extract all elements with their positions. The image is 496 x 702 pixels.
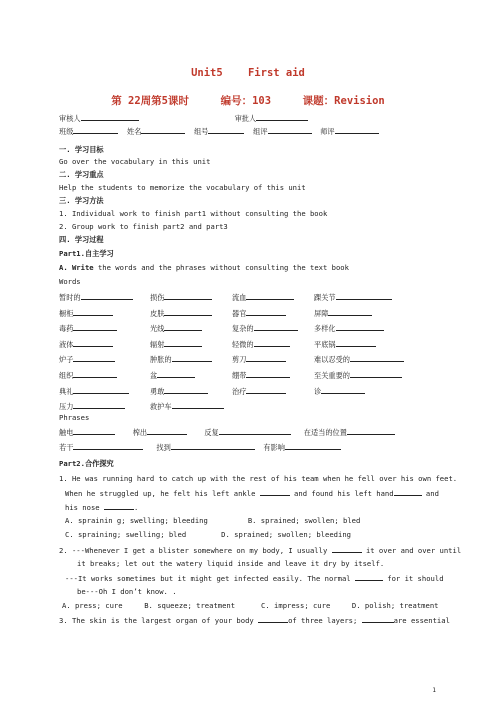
word-item xyxy=(314,308,372,319)
phrases-row-1 xyxy=(59,427,395,437)
word-label: 救护车 xyxy=(150,402,172,412)
answer-blank[interactable] xyxy=(350,354,404,362)
word-item xyxy=(59,308,113,319)
word-item xyxy=(59,339,113,350)
section-objectives-text: Go over the vocabulary in this unit xyxy=(59,157,211,166)
answer-blank[interactable] xyxy=(164,386,208,394)
method-item-1: 1. Individual work to finish part1 without consulting the book xyxy=(59,209,328,218)
name-label: 姓名 xyxy=(127,127,142,136)
phrase-label: 在适当的位置 xyxy=(303,428,347,437)
answer-blank[interactable] xyxy=(164,292,212,300)
phrase-label: 触电 xyxy=(59,428,74,437)
word-label: 勇敢 xyxy=(150,386,165,396)
approver-label: 审批人 xyxy=(234,114,257,123)
word-label: 剪刀 xyxy=(232,355,247,365)
answer-blank[interactable] xyxy=(73,308,113,316)
answer-blank[interactable] xyxy=(73,354,115,362)
q1-option-b: B. sprained; swollen; bled xyxy=(247,516,361,525)
q1-text: his nose xyxy=(65,503,104,512)
q2-line-1 xyxy=(59,545,461,555)
answer-blank[interactable] xyxy=(350,370,402,378)
word-item xyxy=(59,401,125,412)
word-label: 平底锅 xyxy=(314,339,336,349)
answer-blank[interactable] xyxy=(254,339,290,347)
part1-instruction xyxy=(59,263,349,272)
answer-blank[interactable] xyxy=(246,354,286,362)
word-label: 辐射 xyxy=(150,339,165,349)
word-item xyxy=(232,308,286,319)
word-label: 绷带 xyxy=(232,371,247,380)
phrase-label: 找到 xyxy=(156,443,171,452)
word-item xyxy=(150,354,212,365)
q2-text: ---It works sometimes but it might get infected easily. The normal xyxy=(65,574,355,583)
phrase-label: 有影响 xyxy=(263,443,285,452)
section-focus-text: Help the students to memorize the vocabulary of this unit xyxy=(59,183,306,192)
answer-blank[interactable] xyxy=(336,292,392,300)
word-label: 毒药 xyxy=(59,324,74,334)
answer-blank[interactable] xyxy=(81,292,133,300)
word-label: 皮肤 xyxy=(150,308,165,318)
group-no-label: 组号 xyxy=(194,127,209,136)
word-label: 炉子 xyxy=(59,355,74,365)
q2-line-4: be---Oh I don’t know. . xyxy=(77,587,177,596)
method-item-2: 2. Group work to finish part2 and part3 xyxy=(59,222,228,231)
word-label: 至关重要的 xyxy=(314,371,350,380)
answer-blank[interactable] xyxy=(328,308,372,316)
class-label: 班级 xyxy=(59,127,74,136)
phrase-label: 若干 xyxy=(59,443,74,452)
q2-text: 2. ---Whenever I get a blister somewhere on my body, I usually xyxy=(59,546,332,555)
phrases-label: Phrases xyxy=(59,413,90,422)
q1-line-2 xyxy=(65,488,439,498)
q3-text: are essential xyxy=(393,616,450,625)
word-item xyxy=(150,370,195,381)
part1-heading: Part1.自主学习 xyxy=(59,249,114,258)
answer-blank[interactable] xyxy=(246,292,294,300)
answer-blank[interactable] xyxy=(172,354,212,362)
q1-text: . xyxy=(133,503,139,512)
word-label: 组织 xyxy=(59,371,74,380)
word-label: 盆 xyxy=(150,371,158,380)
answer-blank[interactable] xyxy=(336,339,376,347)
q1-option-c: C. spraining; swelling; bled xyxy=(65,530,187,539)
answer-blank[interactable] xyxy=(73,339,113,347)
unit-title: Unit5 First aid xyxy=(191,67,305,79)
word-item xyxy=(150,323,202,334)
word-item xyxy=(314,292,392,303)
q1-options-row-1 xyxy=(65,516,360,525)
phrases-row-2 xyxy=(59,442,341,452)
word-item xyxy=(232,339,290,350)
word-label: 复杂的 xyxy=(232,324,254,334)
word-label: 多样化 xyxy=(314,324,336,334)
word-label: 典礼 xyxy=(59,386,74,396)
q2-options: A. press; cure B. squeeze; treatment C. impress; cure D. polish; treatment xyxy=(62,601,439,610)
answer-blank[interactable] xyxy=(321,386,365,394)
word-item xyxy=(150,308,212,319)
phrase-label: 榨出 xyxy=(132,428,148,437)
word-item xyxy=(314,370,402,381)
word-label: 肿胀的 xyxy=(150,355,172,365)
q2-line-2: it breaks; let out the watery liquid inside and leave it dry by itself. xyxy=(77,559,385,568)
word-label: 难以忍受的 xyxy=(314,355,350,365)
page-number: 1 xyxy=(432,687,436,694)
q1-line-3 xyxy=(65,502,138,512)
word-item xyxy=(314,339,376,350)
part1-a-label: A. Write xyxy=(59,263,94,272)
answer-blank[interactable] xyxy=(336,323,384,331)
q3-text: of three layers; xyxy=(288,616,362,625)
word-label: 损伤 xyxy=(150,293,165,302)
word-label: 液体 xyxy=(59,339,74,349)
word-item xyxy=(232,370,290,381)
reviewer-label: 审核人 xyxy=(59,114,81,123)
words-label: Words xyxy=(59,277,81,286)
section-focus-heading: 二. 学习重点 xyxy=(59,170,104,179)
word-item xyxy=(59,323,117,334)
word-label: 压力 xyxy=(59,402,74,412)
review-line xyxy=(59,113,308,123)
q1-options-row-2 xyxy=(65,530,351,539)
q1-option-d: D. sprained; swollen; bleeding xyxy=(221,530,351,539)
answer-blank[interactable] xyxy=(164,339,202,347)
answer-blank[interactable] xyxy=(73,386,129,394)
q2-text: for it should xyxy=(382,574,444,583)
q3-text: 3. The skin is the largest organ of your body xyxy=(59,616,259,625)
answer-blank[interactable] xyxy=(164,323,202,331)
answer-blank[interactable] xyxy=(157,370,195,378)
answer-blank[interactable] xyxy=(73,370,117,378)
answer-blank[interactable] xyxy=(254,323,298,331)
answer-blank[interactable] xyxy=(73,323,117,331)
phrase-label: 反复 xyxy=(204,428,219,437)
answer-blank[interactable] xyxy=(246,386,286,394)
word-item xyxy=(232,354,286,365)
q1-text: and found his left hand xyxy=(289,489,394,498)
word-label: 光线 xyxy=(150,324,165,334)
word-label: 治疗 xyxy=(232,386,247,396)
q3-line-1 xyxy=(59,615,450,625)
group-eval-label: 组评 xyxy=(253,127,268,136)
answer-blank[interactable] xyxy=(172,401,224,409)
section-method-heading: 三. 学习方法 xyxy=(59,196,104,205)
word-label: 诊 xyxy=(314,386,322,396)
q1-text: When he struggled up, he felt his left ankle xyxy=(65,489,260,498)
word-item xyxy=(59,292,133,303)
word-item xyxy=(150,401,224,412)
word-item xyxy=(314,323,384,334)
word-item xyxy=(314,386,365,397)
word-label: 踝关节 xyxy=(314,293,336,302)
word-item xyxy=(232,292,294,303)
lesson-subtitle: 第 22周第5课时 编号：103 课题：Revision xyxy=(111,95,385,107)
section-objectives-heading: 一. 学习目标 xyxy=(59,145,104,154)
teacher-eval-label: 师评 xyxy=(320,127,335,136)
section-process-heading: 四. 学习过程 xyxy=(59,235,104,244)
q2-line-3 xyxy=(65,573,444,583)
q1-line-1: 1. He was running hard to catch up with the rest of his team when he fell over his own feet. xyxy=(59,474,458,483)
word-label: 流血 xyxy=(232,293,247,302)
word-item xyxy=(150,292,212,303)
word-item xyxy=(232,386,286,397)
class-info-line xyxy=(59,126,379,136)
part1-a-text: the words and the phrases without consulting the text book xyxy=(93,263,349,272)
word-item xyxy=(150,386,208,397)
word-label: 橱柜 xyxy=(59,308,74,318)
answer-blank[interactable] xyxy=(73,401,125,409)
answer-blank[interactable] xyxy=(246,370,290,378)
answer-blank[interactable] xyxy=(246,308,286,316)
word-label: 暂时的 xyxy=(59,293,81,302)
q2-text: it over and over until xyxy=(361,546,462,555)
word-label: 屏障 xyxy=(314,308,329,318)
answer-blank[interactable] xyxy=(164,308,212,316)
word-item xyxy=(59,354,115,365)
q1-option-a: A. sprainin g; swelling; bleeding xyxy=(65,516,208,525)
part2-heading: Part2.合作探究 xyxy=(59,459,114,468)
word-item xyxy=(232,323,298,334)
word-item xyxy=(59,386,129,397)
word-item xyxy=(314,354,404,365)
word-item xyxy=(59,370,117,381)
word-label: 器官 xyxy=(232,308,247,318)
q1-text: and xyxy=(421,489,439,498)
word-item xyxy=(150,339,202,350)
word-label: 轻微的 xyxy=(232,339,254,349)
